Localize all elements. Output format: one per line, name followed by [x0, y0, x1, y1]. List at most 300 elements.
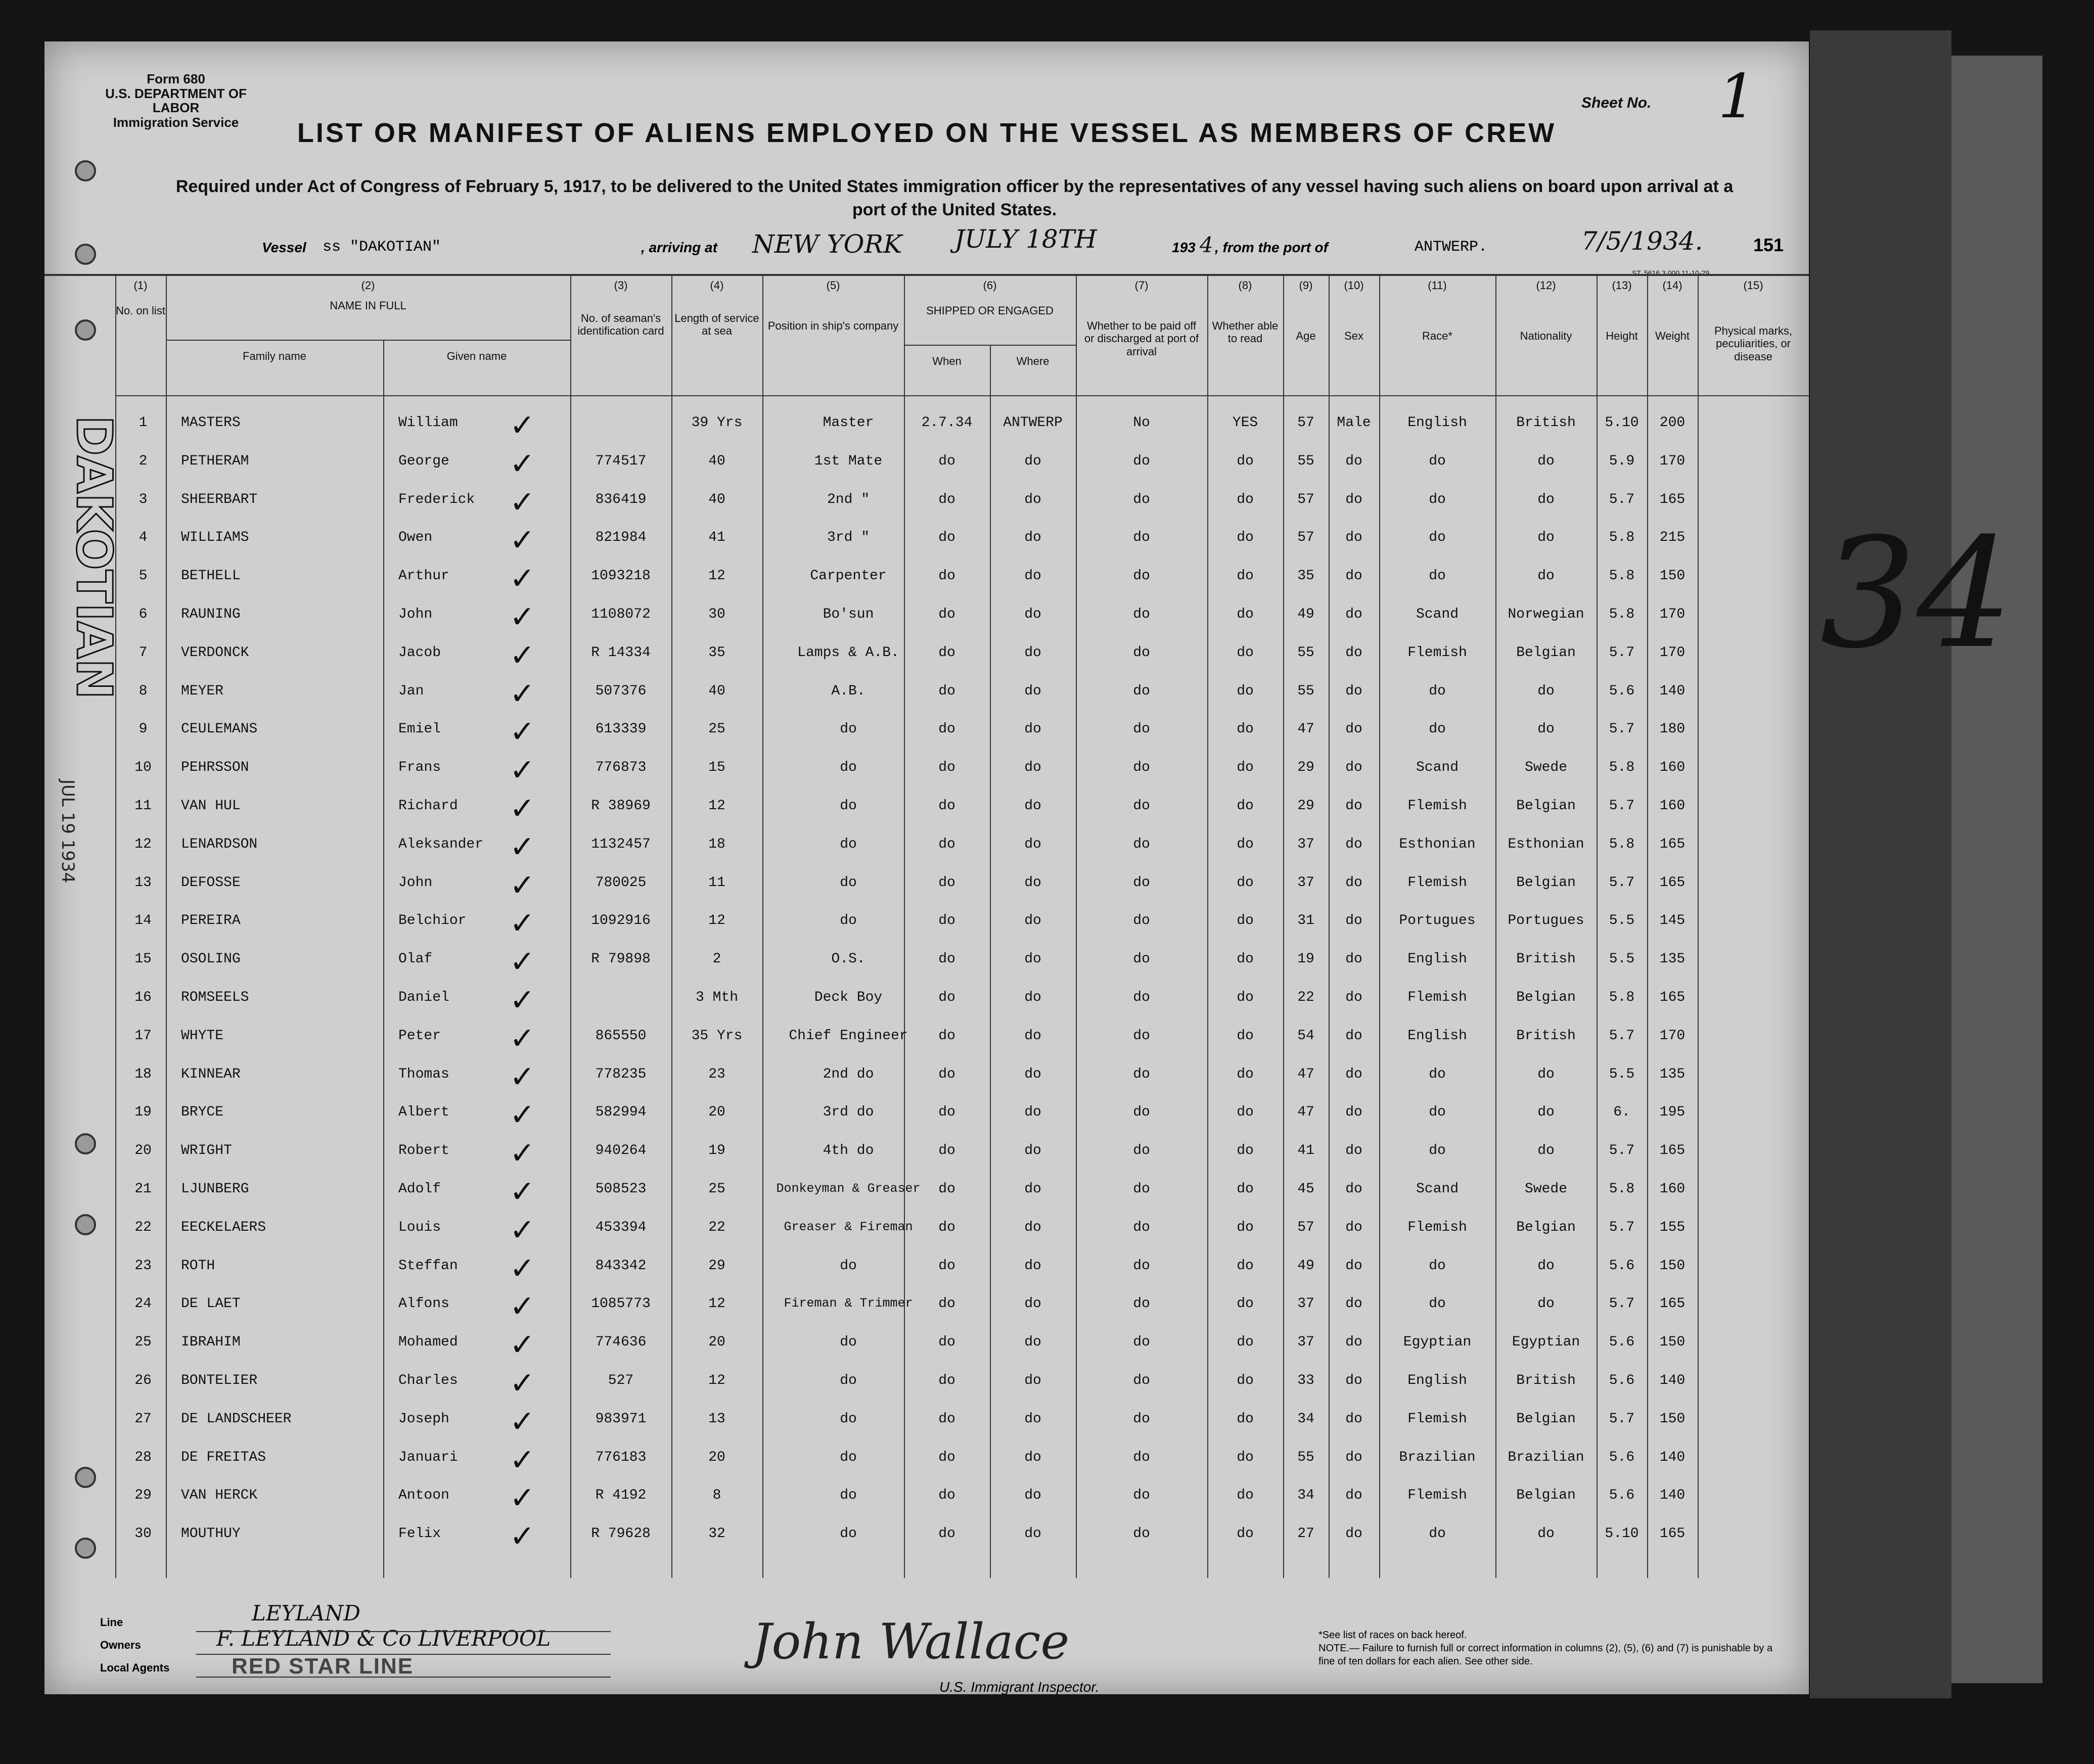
check-mark-icon: ✓: [510, 446, 535, 482]
cell-card: R 79628: [591, 1526, 651, 1542]
cell-nationality: Belgian: [1516, 1488, 1576, 1504]
cell-position: do: [840, 874, 857, 891]
table-row: [44, 1213, 1809, 1251]
cell-paid: do: [1133, 683, 1150, 699]
cell-card: 821984: [595, 530, 647, 546]
cell-nationality: do: [1537, 1066, 1555, 1082]
cell-no: 7: [139, 644, 148, 661]
cell-height: 5.8: [1609, 760, 1635, 776]
cell-position: 4th do: [823, 1143, 874, 1159]
cell-where: do: [1024, 1066, 1041, 1082]
cell-nationality: British: [1516, 1028, 1576, 1044]
cell-height: 5.7: [1609, 1411, 1635, 1427]
cell-weight: 160: [1659, 798, 1686, 814]
cell-nationality: Belgian: [1516, 874, 1576, 891]
cell-given: Belchior: [398, 913, 467, 929]
cell-position: O.S.: [831, 951, 866, 967]
cell-height: 5.6: [1609, 1258, 1635, 1274]
page-edge: [1810, 30, 1951, 1698]
arriving-date: JULY 18TH: [954, 224, 1097, 254]
table-row: [44, 1097, 1809, 1136]
cell-nationality: do: [1537, 683, 1555, 699]
check-mark-icon: ✓: [510, 1442, 535, 1478]
cell-family: BETHELL: [181, 568, 241, 584]
cell-when: do: [938, 1258, 955, 1274]
cell-service: 35: [708, 644, 725, 661]
cell-race: Scand: [1416, 760, 1459, 776]
cell-family: SHEERBART: [181, 491, 258, 507]
cell-family: LENARDSON: [181, 836, 258, 852]
cell-paid: do: [1133, 491, 1150, 507]
cell-nationality: Brazilian: [1508, 1449, 1584, 1465]
cell-card: 780025: [595, 874, 647, 891]
table-row: [44, 791, 1809, 829]
cell-position: do: [840, 1373, 857, 1388]
cell-where: do: [1024, 1181, 1041, 1197]
cell-no: 4: [139, 530, 148, 546]
col-num-13: (13): [1612, 279, 1632, 292]
cell-given: Jacob: [398, 644, 441, 661]
cell-age: 57: [1297, 491, 1314, 507]
cell-height: 5.5: [1609, 1066, 1635, 1082]
cell-height: 5.10: [1605, 415, 1639, 431]
check-mark-icon: ✓: [510, 523, 535, 559]
check-mark-icon: ✓: [510, 906, 535, 942]
cell-family: ROTH: [181, 1258, 215, 1274]
cell-race: do: [1429, 1258, 1446, 1274]
cell-weight: 165: [1659, 836, 1686, 852]
page-edge-back: [1951, 56, 2042, 1683]
cell-no: 28: [134, 1449, 152, 1465]
cell-age: 55: [1297, 1449, 1314, 1465]
sheet-label: Sheet No.: [1581, 95, 1652, 111]
check-mark-icon: ✓: [510, 484, 535, 520]
races-note: *See list of races on back hereof.: [1318, 1630, 1467, 1641]
cell-service: 12: [708, 568, 725, 584]
cell-card: 778235: [595, 1066, 647, 1082]
col-header-read: Whether able to read: [1212, 319, 1279, 345]
cell-weight: 150: [1659, 568, 1686, 584]
table-row: [44, 408, 1809, 446]
cell-where: do: [1024, 1258, 1041, 1274]
cell-weight: 135: [1659, 1066, 1686, 1082]
col-num-12: (12): [1536, 279, 1556, 292]
cell-service: 12: [708, 798, 725, 814]
table-row: [44, 906, 1809, 944]
cell-when: do: [938, 1373, 955, 1388]
cell-card: R 14334: [591, 644, 651, 661]
cell-nationality: Norwegian: [1508, 607, 1584, 622]
cell-sex: do: [1345, 1411, 1362, 1427]
check-mark-icon: ✓: [510, 408, 535, 443]
cell-given: Olaf: [398, 951, 433, 967]
cell-height: 5.7: [1609, 491, 1635, 507]
cell-paid: do: [1133, 1258, 1150, 1274]
cell-sex: do: [1345, 1334, 1362, 1351]
cell-no: 16: [134, 990, 152, 1005]
cell-when: do: [938, 530, 955, 546]
cell-race: do: [1429, 721, 1446, 737]
cell-family: PEHRSSON: [181, 760, 249, 776]
cell-read: do: [1237, 836, 1254, 852]
check-mark-icon: ✓: [510, 1480, 535, 1516]
cell-position: do: [840, 1258, 857, 1274]
cell-service: 18: [708, 836, 725, 852]
cell-read: do: [1237, 644, 1254, 661]
cell-card: 774636: [595, 1334, 647, 1351]
cell-read: do: [1237, 874, 1254, 891]
cell-age: 49: [1297, 1258, 1314, 1274]
cell-no: 13: [134, 874, 152, 891]
cell-race: do: [1429, 530, 1446, 546]
cell-race: Egyptian: [1403, 1334, 1472, 1351]
cell-given: Daniel: [398, 990, 449, 1005]
cell-nationality: Portugues: [1508, 913, 1584, 929]
check-mark-icon: ✓: [510, 1059, 535, 1095]
cell-service: 35 Yrs: [691, 1028, 743, 1044]
cell-read: do: [1237, 721, 1254, 737]
cell-where: do: [1024, 1143, 1041, 1159]
cell-where: do: [1024, 798, 1041, 814]
cell-read: do: [1237, 530, 1254, 546]
table-row: [44, 1404, 1809, 1443]
cell-family: MOUTHUY: [181, 1526, 241, 1542]
cell-family: IBRAHIM: [181, 1334, 241, 1351]
vessel-stamp-text: DAKOTIAN: [66, 415, 122, 700]
cell-sex: do: [1345, 491, 1362, 507]
col-num-15: (15): [1743, 279, 1763, 292]
cell-race: English: [1407, 951, 1467, 967]
cell-age: 37: [1297, 874, 1314, 891]
table-row: [44, 561, 1809, 599]
cell-read: do: [1237, 607, 1254, 622]
cell-age: 45: [1297, 1181, 1314, 1197]
cell-given: Antoon: [398, 1488, 449, 1504]
check-mark-icon: ✓: [510, 1366, 535, 1401]
punch-hole: [75, 244, 96, 265]
cell-sex: do: [1345, 1526, 1362, 1542]
cell-weight: 200: [1659, 415, 1686, 431]
cell-read: do: [1237, 798, 1254, 814]
col-header-weight: Weight: [1655, 330, 1690, 342]
cell-age: 49: [1297, 607, 1314, 622]
cell-position: do: [840, 1526, 857, 1542]
col-num-6: (6): [983, 279, 997, 292]
page-subtitle: Required under Act of Congress of February 5, 1917, to be delivered to the United States immigration officer by the representatives of any vessel having such aliens on board upon arrival at a port of the United States.: [175, 177, 1734, 219]
cell-given: Steffan: [398, 1258, 458, 1274]
cell-no: 23: [134, 1258, 152, 1274]
cell-card: 865550: [595, 1028, 647, 1044]
cell-height: 5.6: [1609, 1449, 1635, 1465]
cell-position: 3rd ": [827, 530, 870, 546]
cell-where: do: [1024, 1219, 1041, 1235]
col-header-shipped: SHIPPED OR ENGAGED: [926, 304, 1054, 317]
cell-position: 2nd do: [823, 1066, 874, 1082]
cell-given: Januari: [398, 1449, 458, 1465]
cell-no: 9: [139, 721, 148, 737]
cell-no: 21: [134, 1181, 152, 1197]
cell-sex: do: [1345, 1258, 1362, 1274]
cell-sex: do: [1345, 1296, 1362, 1312]
col-num-5: (5): [826, 279, 840, 292]
cell-sex: do: [1345, 1488, 1362, 1504]
col-header-no: No. on list: [116, 304, 165, 317]
cell-weight: 165: [1659, 1143, 1686, 1159]
cell-paid: do: [1133, 453, 1150, 469]
col-header-family: Family name: [243, 350, 306, 362]
check-mark-icon: ✓: [510, 1136, 535, 1172]
cell-no: 17: [134, 1028, 152, 1044]
cell-read: do: [1237, 1258, 1254, 1274]
cell-when: do: [938, 913, 955, 929]
cell-position: do: [840, 721, 857, 737]
cell-when: do: [938, 1066, 955, 1082]
cell-service: 20: [708, 1334, 725, 1351]
departure-date: 7/5/1934.: [1581, 226, 1703, 256]
cell-race: do: [1429, 1104, 1446, 1121]
vessel-line: [120, 224, 1789, 265]
cell-height: 5.5: [1609, 951, 1635, 967]
col-num-11: (11): [1428, 279, 1447, 292]
cell-given: Thomas: [398, 1066, 449, 1082]
cell-race: Flemish: [1407, 1219, 1467, 1235]
cell-service: 8: [712, 1488, 721, 1504]
cell-paid: do: [1133, 1449, 1150, 1465]
cell-position: Donkeyman & Greaser: [776, 1181, 921, 1196]
cell-family: DE FREITAS: [181, 1449, 266, 1465]
col-header-where: Where: [1016, 355, 1050, 367]
cell-age: 47: [1297, 721, 1314, 737]
cell-height: 5.7: [1609, 874, 1635, 891]
cell-nationality: British: [1516, 951, 1576, 967]
cell-service: 2: [712, 951, 721, 967]
col-header-paid: Whether to be paid off or discharged at port of arrival: [1084, 319, 1199, 358]
cell-no: 24: [134, 1296, 152, 1312]
col-header-nationality: Nationality: [1520, 330, 1572, 342]
cell-no: 26: [134, 1373, 152, 1388]
cell-card: R 38969: [591, 798, 651, 814]
cell-weight: 195: [1659, 1104, 1686, 1121]
cell-given: John: [398, 874, 433, 891]
line-value: LEYLAND: [252, 1601, 360, 1626]
name-subheader-rule: [166, 340, 570, 341]
col-num-2: (2): [361, 279, 375, 292]
cell-race: Scand: [1416, 1181, 1459, 1197]
cell-no: 1: [139, 415, 148, 431]
cell-no: 14: [134, 913, 152, 929]
cell-position: Deck Boy: [814, 990, 883, 1005]
cell-family: KINNEAR: [181, 1066, 241, 1082]
cell-no: 12: [134, 836, 152, 852]
cell-nationality: do: [1537, 721, 1555, 737]
cell-no: 3: [139, 491, 148, 507]
cell-weight: 165: [1659, 874, 1686, 891]
cell-family: WILLIAMS: [181, 530, 249, 546]
cell-position: do: [840, 1411, 857, 1427]
cell-card: 1092916: [591, 913, 651, 929]
cell-when: do: [938, 874, 955, 891]
table-row: [44, 868, 1809, 906]
cell-height: 5.5: [1609, 913, 1635, 929]
cell-card: 1093218: [591, 568, 651, 584]
table-row: [44, 714, 1809, 753]
cell-given: Peter: [398, 1028, 441, 1044]
table-row: [44, 638, 1809, 676]
cell-paid: do: [1133, 990, 1150, 1005]
cell-nationality: Swede: [1524, 1181, 1567, 1197]
cell-when: do: [938, 1449, 955, 1465]
check-mark-icon: ✓: [510, 983, 535, 1018]
cell-card: 843342: [595, 1258, 647, 1274]
cell-age: 29: [1297, 760, 1314, 776]
cell-read: do: [1237, 1373, 1254, 1388]
cell-weight: 170: [1659, 607, 1686, 622]
cell-age: 57: [1297, 530, 1314, 546]
cell-service: 40: [708, 491, 725, 507]
cell-when: do: [938, 453, 955, 469]
cell-when: do: [938, 491, 955, 507]
cell-weight: 170: [1659, 1028, 1686, 1044]
cell-service: 13: [708, 1411, 725, 1427]
cell-race: Flemish: [1407, 798, 1467, 814]
cell-family: WHYTE: [181, 1028, 224, 1044]
cell-weight: 140: [1659, 683, 1686, 699]
footer-notes: [1318, 1629, 1784, 1668]
service-name: Immigration Service: [113, 114, 239, 130]
col-header-service: Length of service at sea: [674, 312, 759, 338]
cell-sex: do: [1345, 1028, 1362, 1044]
cell-paid: do: [1133, 836, 1150, 852]
cell-nationality: do: [1537, 1104, 1555, 1121]
cell-nationality: Egyptian: [1512, 1334, 1580, 1351]
cell-service: 15: [708, 760, 725, 776]
cell-where: do: [1024, 683, 1041, 699]
cell-paid: do: [1133, 607, 1150, 622]
col-header-given: Given name: [446, 350, 507, 362]
table-row: [44, 753, 1809, 791]
cell-height: 5.8: [1609, 836, 1635, 852]
table-row: [44, 1174, 1809, 1213]
cell-position: 2nd ": [827, 491, 870, 507]
cell-race: Flemish: [1407, 644, 1467, 661]
cell-when: do: [938, 760, 955, 776]
col-num-8: (8): [1238, 279, 1252, 292]
cell-no: 25: [134, 1334, 152, 1351]
cell-paid: do: [1133, 1028, 1150, 1044]
cell-service: 40: [708, 453, 725, 469]
cell-weight: 145: [1659, 913, 1686, 929]
cell-where: do: [1024, 1296, 1041, 1312]
cell-family: VAN HUL: [181, 798, 241, 814]
cell-when: do: [938, 990, 955, 1005]
cell-when: do: [938, 836, 955, 852]
footer-rule: [196, 1677, 611, 1678]
cell-card: 836419: [595, 491, 647, 507]
cell-read: do: [1237, 453, 1254, 469]
cell-nationality: do: [1537, 568, 1555, 584]
cell-family: MASTERS: [181, 415, 241, 431]
cell-given: Arthur: [398, 568, 449, 584]
cell-nationality: do: [1537, 530, 1555, 546]
cell-nationality: Swede: [1524, 760, 1567, 776]
cell-family: DE LANDSCHEER: [181, 1411, 292, 1427]
table-row: [44, 1480, 1809, 1519]
inspector-signature: John Wallace: [752, 1613, 1070, 1670]
cell-when: do: [938, 644, 955, 661]
cell-given: Robert: [398, 1143, 449, 1159]
cell-nationality: do: [1537, 453, 1555, 469]
cell-age: 55: [1297, 644, 1314, 661]
cell-weight: 165: [1659, 990, 1686, 1005]
cell-read: do: [1237, 1488, 1254, 1504]
check-mark-icon: ✓: [510, 1020, 535, 1056]
cell-age: 19: [1297, 951, 1314, 967]
cell-when: do: [938, 1219, 955, 1235]
cell-service: 12: [708, 913, 725, 929]
cell-weight: 155: [1659, 1219, 1686, 1235]
cell-where: do: [1024, 568, 1041, 584]
table-row: [44, 599, 1809, 638]
cell-card: 774517: [595, 453, 647, 469]
col-header-card: No. of seaman's identification card: [577, 312, 664, 338]
cell-when: do: [938, 568, 955, 584]
cell-age: 35: [1297, 568, 1314, 584]
agents-label: Local Agents: [100, 1661, 170, 1674]
cell-card: 940264: [595, 1143, 647, 1159]
cell-position: 3rd do: [823, 1104, 874, 1121]
cell-when: 2.7.34: [921, 415, 973, 431]
cell-sex: do: [1345, 1066, 1362, 1082]
cell-position: do: [840, 1488, 857, 1504]
cell-service: 41: [708, 530, 725, 546]
cell-paid: do: [1133, 798, 1150, 814]
cell-age: 57: [1297, 1219, 1314, 1235]
cell-read: do: [1237, 1066, 1254, 1082]
cell-paid: do: [1133, 1373, 1150, 1388]
cell-height: 5.6: [1609, 1488, 1635, 1504]
cell-given: Felix: [398, 1526, 441, 1542]
cell-nationality: do: [1537, 1526, 1555, 1542]
cell-race: Flemish: [1407, 874, 1467, 891]
cell-age: 29: [1297, 798, 1314, 814]
cell-service: 22: [708, 1219, 725, 1235]
cell-no: 19: [134, 1104, 152, 1121]
cell-paid: do: [1133, 760, 1150, 776]
cell-sex: do: [1345, 607, 1362, 622]
cell-where: do: [1024, 1488, 1041, 1504]
cell-read: do: [1237, 683, 1254, 699]
cell-position: 1st Mate: [814, 453, 883, 469]
cell-paid: do: [1133, 874, 1150, 891]
cell-age: 55: [1297, 683, 1314, 699]
arriving-label: , arriving at: [641, 240, 717, 255]
cell-when: do: [938, 721, 955, 737]
cell-weight: 215: [1659, 530, 1686, 546]
cell-where: do: [1024, 1373, 1041, 1388]
cell-height: 5.7: [1609, 721, 1635, 737]
cell-no: 22: [134, 1219, 152, 1235]
table-row: [44, 1021, 1809, 1059]
check-mark-icon: ✓: [510, 1250, 535, 1286]
cell-sex: do: [1345, 568, 1362, 584]
cell-position: A.B.: [831, 683, 866, 699]
cell-height: 5.6: [1609, 683, 1635, 699]
cell-service: 11: [708, 874, 725, 891]
cell-paid: do: [1133, 1334, 1150, 1351]
col-num-3: (3): [614, 279, 628, 292]
cell-service: 20: [708, 1449, 725, 1465]
footer-rule: [196, 1654, 611, 1655]
